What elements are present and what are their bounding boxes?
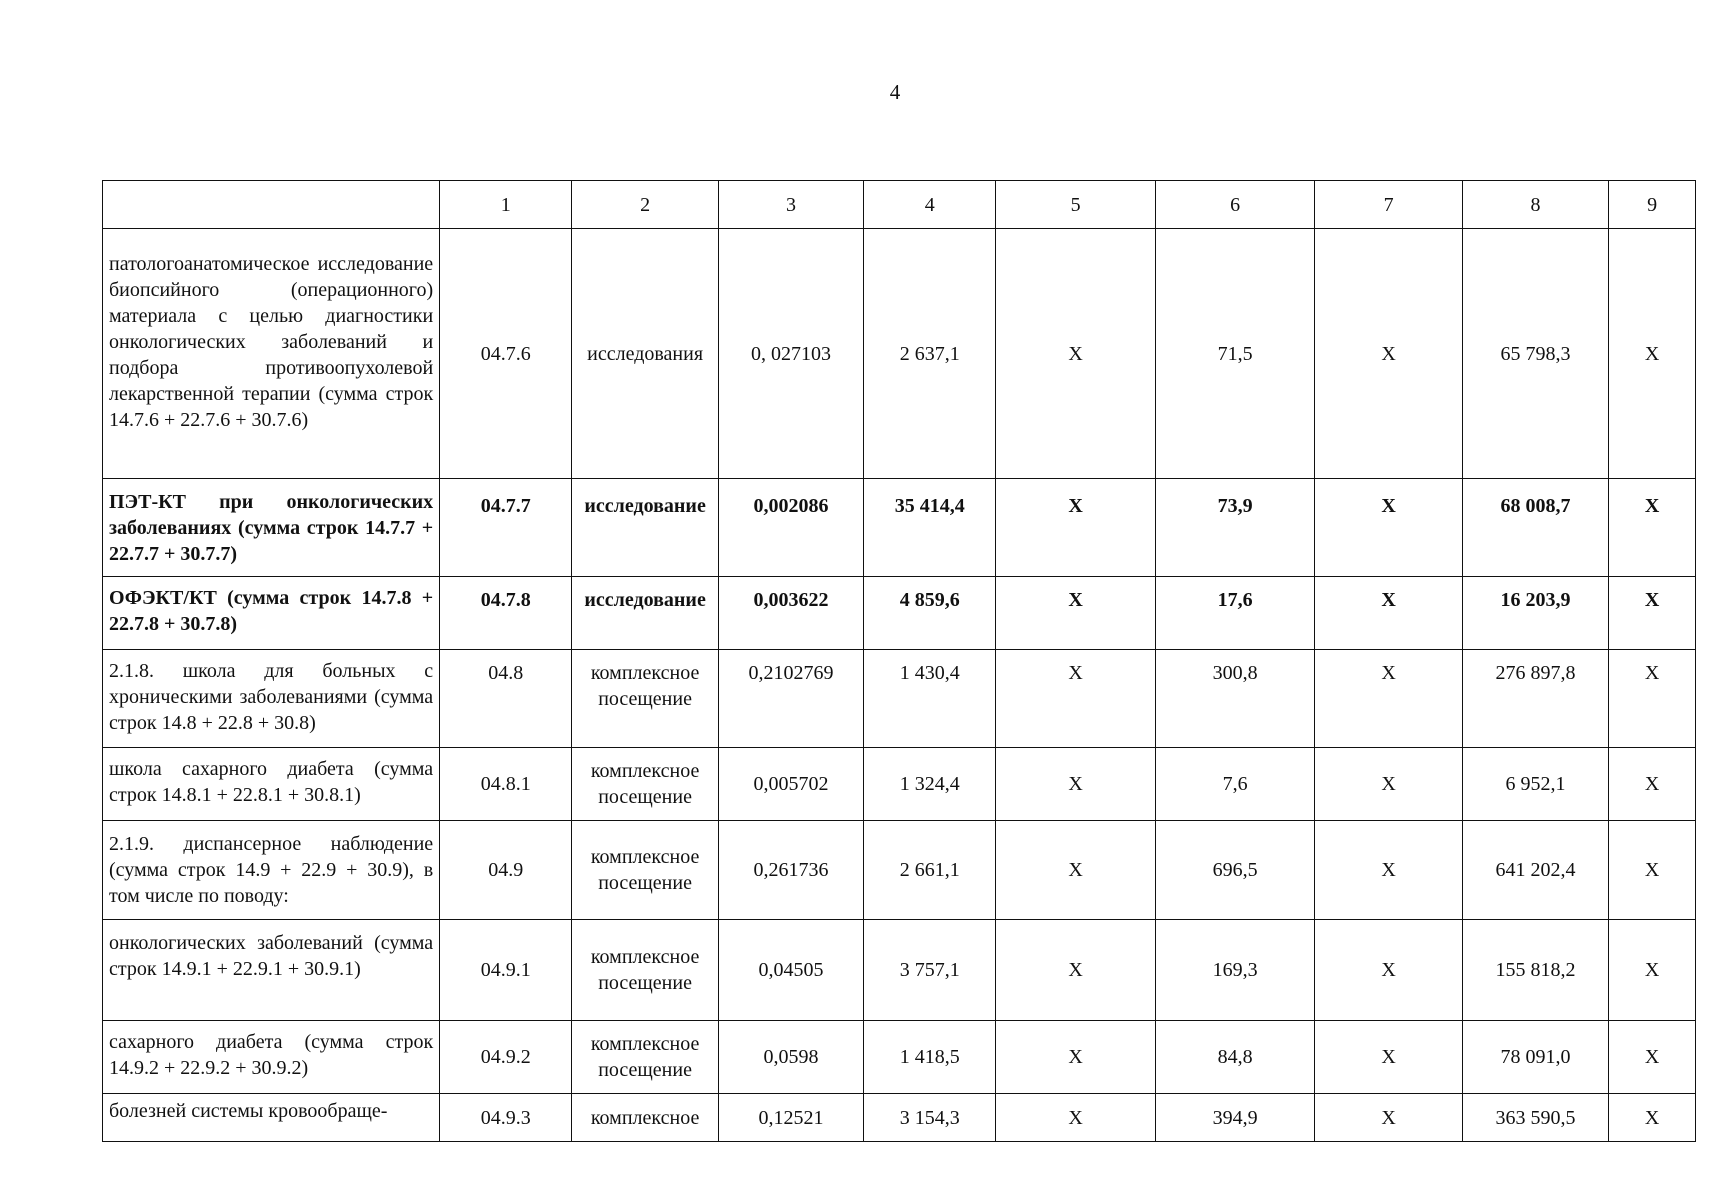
- row-value-8: 16 203,9: [1462, 577, 1608, 650]
- row-code: 04.8: [440, 650, 572, 748]
- row-value-4: 2 637,1: [864, 229, 996, 479]
- row-unit: комплексное: [572, 1094, 718, 1142]
- row-description: патологоанатомическое исследование биопсийного (операционного) материала с целью диагностики онкологических заболеваний и подбора противоопухолевой лекарственной терапии (сумма строк 14.7.6 + 22.7.6 + 30.7.6): [103, 229, 440, 479]
- row-description: школа сахарного диабета (сумма строк 14.8.1 + 22.8.1 + 30.8.1): [103, 748, 440, 821]
- row-value-6: 169,3: [1155, 920, 1315, 1021]
- row-unit: комплексное посещение: [572, 821, 718, 920]
- table-row: [103, 479, 1696, 577]
- header-cell-4: 4: [864, 181, 996, 229]
- row-value-9: X: [1609, 650, 1696, 748]
- header-row: [103, 181, 1696, 229]
- row-value-8: 68 008,7: [1462, 479, 1608, 577]
- row-value-9: X: [1609, 229, 1696, 479]
- row-value-7: X: [1315, 479, 1462, 577]
- row-value-5: X: [996, 748, 1156, 821]
- row-value-7: X: [1315, 748, 1462, 821]
- row-value-5: X: [996, 577, 1156, 650]
- row-description: 2.1.8. школа для больных с хроническими заболеваниями (сумма строк 14.8 + 22.8 + 30.8): [103, 650, 440, 748]
- row-code: 04.9.3: [440, 1094, 572, 1142]
- table-row: [103, 748, 1696, 821]
- row-value-6: 394,9: [1155, 1094, 1315, 1142]
- row-value-5: X: [996, 1021, 1156, 1094]
- row-value-8: 363 590,5: [1462, 1094, 1608, 1142]
- row-value-8: 641 202,4: [1462, 821, 1608, 920]
- row-value-6: 71,5: [1155, 229, 1315, 479]
- header-cell-1: 1: [440, 181, 572, 229]
- table-row: [103, 577, 1696, 650]
- row-value-9: X: [1609, 479, 1696, 577]
- row-description: онкологических заболеваний (сумма строк 14.9.1 + 22.9.1 + 30.9.1): [103, 920, 440, 1021]
- row-value-3: 0,003622: [718, 577, 863, 650]
- row-value-8: 276 897,8: [1462, 650, 1608, 748]
- row-value-6: 300,8: [1155, 650, 1315, 748]
- row-unit: исследования: [572, 229, 718, 479]
- row-value-5: X: [996, 1094, 1156, 1142]
- row-value-3: 0,2102769: [718, 650, 863, 748]
- row-unit: комплексное посещение: [572, 1021, 718, 1094]
- row-code: 04.9: [440, 821, 572, 920]
- row-description: ОФЭКТ/КТ (сумма строк 14.7.8 + 22.7.8 + 30.7.8): [103, 577, 440, 650]
- row-value-9: X: [1609, 920, 1696, 1021]
- row-value-5: X: [996, 920, 1156, 1021]
- row-unit: исследование: [572, 479, 718, 577]
- row-value-5: X: [996, 479, 1156, 577]
- page-number: 4: [889, 80, 901, 104]
- row-value-5: X: [996, 229, 1156, 479]
- row-value-6: 84,8: [1155, 1021, 1315, 1094]
- header-cell-0: [103, 181, 440, 229]
- header-cell-6: 6: [1155, 181, 1315, 229]
- row-value-3: 0, 027103: [718, 229, 863, 479]
- table-body: [103, 229, 1696, 1142]
- row-code: 04.7.7: [440, 479, 572, 577]
- row-value-6: 73,9: [1155, 479, 1315, 577]
- header-cell-2: 2: [572, 181, 718, 229]
- row-value-4: 3 154,3: [864, 1094, 996, 1142]
- table-row: [103, 920, 1696, 1021]
- row-description: ПЭТ-КТ при онкологических заболеваниях (сумма строк 14.7.7 + 22.7.7 + 30.7.7): [103, 479, 440, 577]
- row-value-7: X: [1315, 650, 1462, 748]
- row-value-6: 17,6: [1155, 577, 1315, 650]
- row-value-9: X: [1609, 1094, 1696, 1142]
- row-value-9: X: [1609, 577, 1696, 650]
- row-value-7: X: [1315, 1021, 1462, 1094]
- row-value-9: X: [1609, 748, 1696, 821]
- row-value-7: X: [1315, 821, 1462, 920]
- row-unit: комплексное посещение: [572, 920, 718, 1021]
- row-value-7: X: [1315, 1094, 1462, 1142]
- header-cell-3: 3: [718, 181, 863, 229]
- row-value-4: 4 859,6: [864, 577, 996, 650]
- row-value-3: 0,005702: [718, 748, 863, 821]
- row-value-4: 3 757,1: [864, 920, 996, 1021]
- row-unit: исследование: [572, 577, 718, 650]
- row-value-6: 7,6: [1155, 748, 1315, 821]
- row-code: 04.7.6: [440, 229, 572, 479]
- header-cell-9: 9: [1609, 181, 1696, 229]
- table-row: [103, 1021, 1696, 1094]
- row-value-9: X: [1609, 821, 1696, 920]
- row-value-8: 155 818,2: [1462, 920, 1608, 1021]
- row-value-5: X: [996, 650, 1156, 748]
- row-value-9: X: [1609, 1021, 1696, 1094]
- row-description: 2.1.9. диспансерное наблюдение (сумма строк 14.9 + 22.9 + 30.9), в том числе по поводу:: [103, 821, 440, 920]
- row-value-4: 1 430,4: [864, 650, 996, 748]
- row-description: болезней системы кровообраще-: [103, 1094, 440, 1142]
- row-value-8: 78 091,0: [1462, 1021, 1608, 1094]
- table-row: [103, 229, 1696, 479]
- row-value-7: X: [1315, 920, 1462, 1021]
- table-row: [103, 650, 1696, 748]
- row-value-3: 0,0598: [718, 1021, 863, 1094]
- table-row: [103, 821, 1696, 920]
- row-value-3: 0,04505: [718, 920, 863, 1021]
- row-value-4: 1 324,4: [864, 748, 996, 821]
- row-value-4: 35 414,4: [864, 479, 996, 577]
- row-value-5: X: [996, 821, 1156, 920]
- row-unit: комплексное посещение: [572, 650, 718, 748]
- row-value-4: 1 418,5: [864, 1021, 996, 1094]
- row-description: сахарного диабета (сумма строк 14.9.2 + 22.9.2 + 30.9.2): [103, 1021, 440, 1094]
- row-code: 04.8.1: [440, 748, 572, 821]
- row-code: 04.9.2: [440, 1021, 572, 1094]
- header-cell-8: 8: [1462, 181, 1608, 229]
- header-cell-7: 7: [1315, 181, 1462, 229]
- row-value-6: 696,5: [1155, 821, 1315, 920]
- table-row: [103, 1094, 1696, 1142]
- row-value-3: 0,002086: [718, 479, 863, 577]
- table-header: [103, 181, 1696, 229]
- row-value-8: 65 798,3: [1462, 229, 1608, 479]
- data-table: [102, 180, 1696, 1142]
- row-value-4: 2 661,1: [864, 821, 996, 920]
- row-value-7: X: [1315, 577, 1462, 650]
- row-code: 04.7.8: [440, 577, 572, 650]
- row-unit: комплексное посещение: [572, 748, 718, 821]
- row-code: 04.9.1: [440, 920, 572, 1021]
- row-value-8: 6 952,1: [1462, 748, 1608, 821]
- row-value-7: X: [1315, 229, 1462, 479]
- row-value-3: 0,261736: [718, 821, 863, 920]
- row-value-3: 0,12521: [718, 1094, 863, 1142]
- header-cell-5: 5: [996, 181, 1156, 229]
